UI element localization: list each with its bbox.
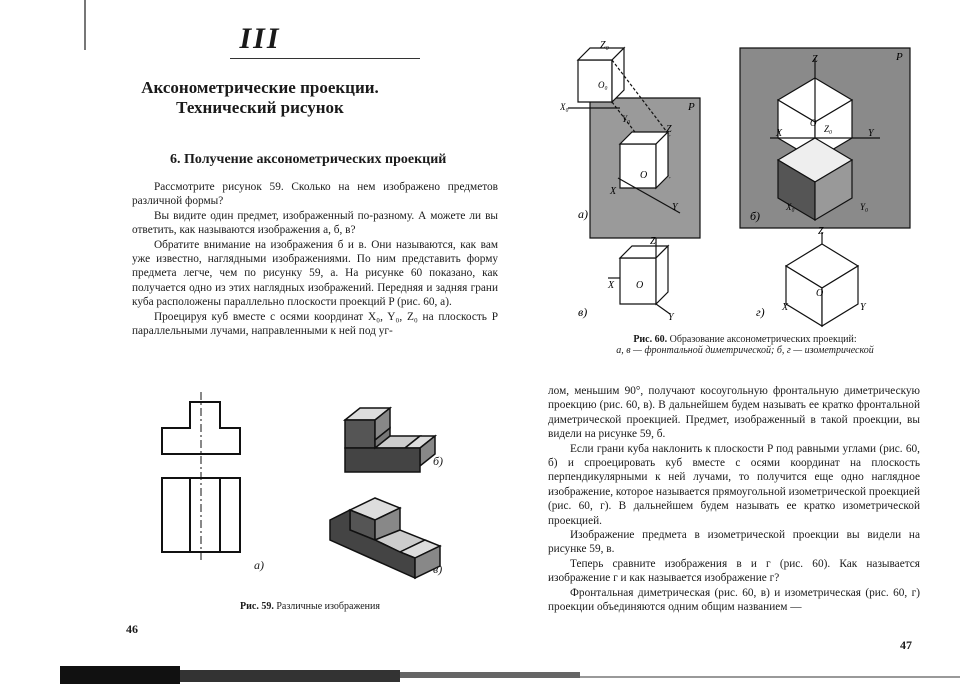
chapter-title-line2: Технический рисунок [176, 98, 344, 117]
paragraph: Рассмотрите рисунок 59. Сколько на нем изображено предметов различной формы? [132, 181, 498, 208]
fig60-v-y: Y [668, 312, 674, 323]
fig60-g-z: Z [818, 226, 824, 237]
fig60-caption-number: Рис. 60. [633, 334, 668, 345]
fig60-a-x0: X₀ [560, 102, 569, 112]
fig60-a-z: Z [666, 124, 672, 135]
fig60-caption-text1: Образование аксонометрических проекций: [669, 334, 857, 345]
fig60-b-x0: X₀ [786, 202, 795, 212]
fig60-label-v: в) [578, 305, 588, 319]
fig60-caption-text2: а, в — фронтальной диметрической; б, г — изометрической [616, 345, 874, 356]
fig59-label-a: а) [254, 558, 264, 572]
fig60-v-z: Z [650, 236, 656, 247]
fig60-b-y: Y [868, 128, 874, 139]
paragraph: Вы видите один предмет, изображенный по-разному. А можете ли вы ответить, как называются изображения а, б, в? [132, 209, 498, 237]
fig59-label-b: б) [433, 454, 444, 468]
fig60-caption-line1 [560, 334, 930, 345]
fig60-v-o: O [636, 280, 644, 291]
fig60-label-b: б) [750, 209, 761, 223]
fig60-g-o: O [816, 288, 824, 299]
fig60-a-o: O [640, 170, 648, 181]
paragraph: Теперь сравните изображения в и г (рис. 60). Как называется изображение г и как называется изображение г? [548, 557, 920, 585]
fig60-a-x: X [610, 186, 617, 197]
fig60-g-x: X [782, 302, 789, 313]
fig60-v [608, 238, 670, 314]
paragraph: Если грани куба наклонить к плоскости P под равными углами (рис. 60, б) и спроецировать куб вместе с осями координат на плоскость перпендикулярными к ней лучами, то получится еще одно наглядное изображение, которое называется прямоугольной изометрической проекцией (рис. 60, г). В дальнейшем будем называть ее кратко изометрической проекцией. [548, 442, 920, 527]
fig60-b-z0: Z₀ [824, 124, 833, 134]
chapter-title-line1: Аксонометрические проекции. [141, 78, 379, 97]
page-number-left: 46 [126, 622, 138, 636]
chapter-number: III [239, 22, 281, 55]
fig60-b-o: O [810, 118, 817, 128]
fig60-a-y: Y [672, 202, 678, 213]
fig60-b-y0: Y₀ [860, 202, 869, 212]
paragraph: Обратите внимание на изображения б и в. Они называются, как вам уже известно, наглядными изображениями. По ним представить форму предмета легче, чем по рисунку 59, а. На рисунке 60 показано, как получается одно из этих наглядных изображений. Передняя и задняя грани куба расположены параллельно плоскости проекций P (рис. 60, а). [132, 238, 498, 309]
paragraph: Фронтальная диметрическая (рис. 60, в) и изометрическая (рис. 60, г) проекции объединяются одним общим названием — [548, 586, 920, 614]
section-title: 6. Получение аксонометрических проекций [170, 152, 447, 167]
fig60-a-y0: Y₀ [622, 114, 631, 124]
fig60-v-x: X [608, 280, 615, 291]
fig60-g [786, 232, 858, 326]
fig60-label-a: а) [578, 207, 588, 221]
fig59-label-v: в) [433, 562, 443, 576]
fig60-label-g: г) [756, 305, 765, 319]
fig60-drawing [560, 38, 920, 328]
paragraph: лом, меньшим 90°, получают косоугольную фронтальную диметрическую проекцию (рис. 60, в). В дальнейшем будем называть ее кратко фронтальной диметрической проекцией. Предмет, изображенный в такой проекции, вы видели на рисунке 59, б. [548, 385, 920, 441]
fig60-a-o0: O₀ [598, 80, 608, 90]
fig59-caption-number: Рис. 59. [240, 601, 274, 612]
fig60-b [740, 48, 910, 228]
right-body-text [548, 384, 920, 615]
fig60-b-z: Z [812, 54, 818, 65]
scan-bottom-strip [60, 662, 960, 692]
fig60-a-z0: Z₀ [600, 40, 610, 51]
fig60-b-p: P [896, 51, 903, 63]
fig60-caption [560, 334, 930, 356]
fig60-g-y: Y [860, 302, 866, 313]
page-number-right: 47 [900, 638, 912, 652]
fig60-b-x: X [776, 128, 783, 139]
paragraph: Проецируя куб вместе с осями координат X₀, Y₀, Z₀ на плоскость P параллельными лучами, направленными к ней под уг- [132, 310, 498, 338]
fig59-caption-text: Различные изображения [276, 601, 380, 612]
paragraph: Изображение предмета в изометрической проекции вы видели на рисунке 59, в. [548, 529, 920, 556]
fig60-a-p: P [688, 101, 695, 113]
